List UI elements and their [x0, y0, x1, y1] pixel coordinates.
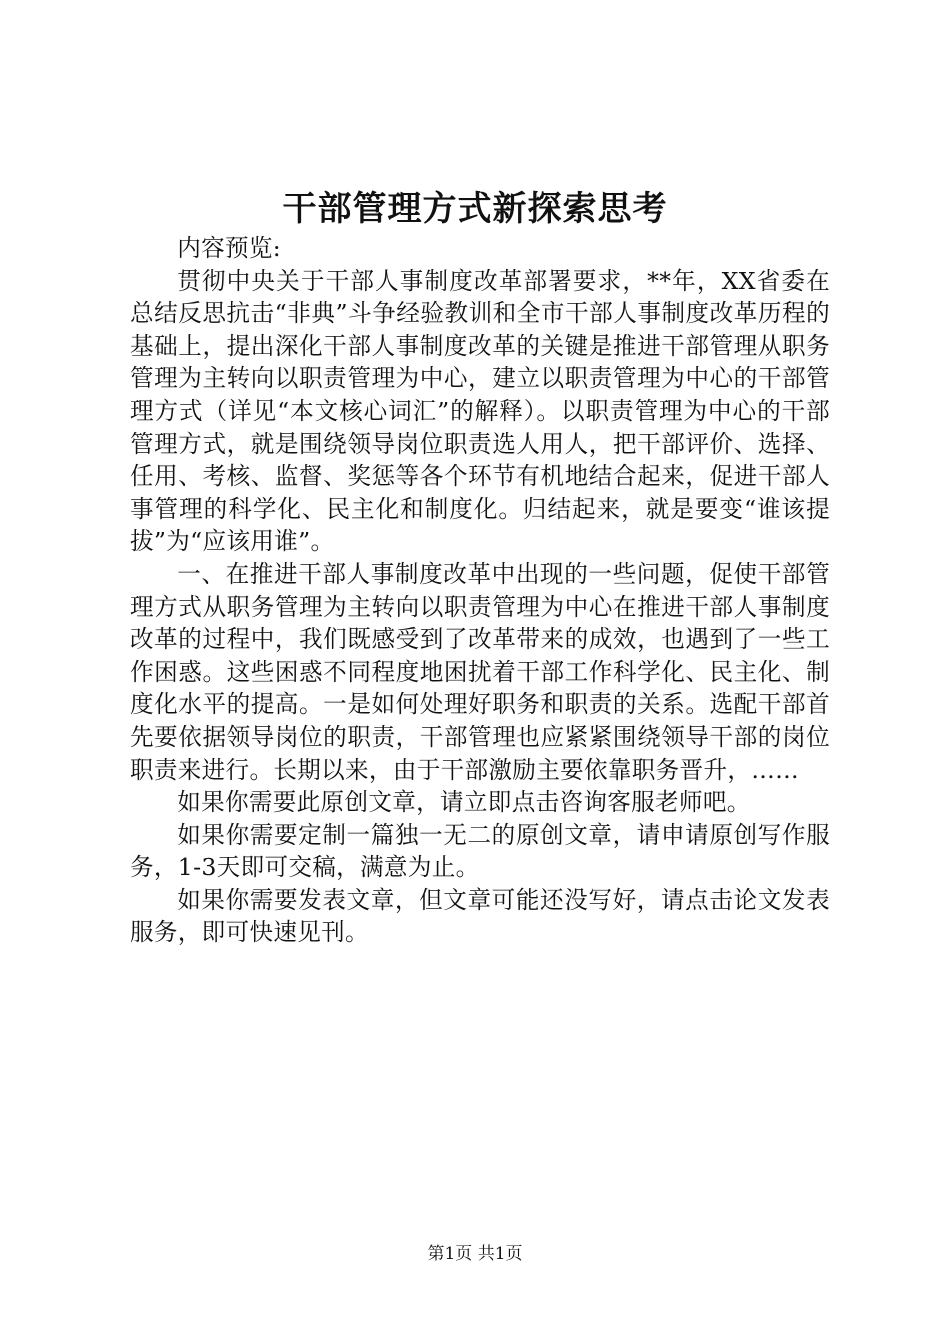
- preview-label: 内容预览:: [177, 234, 282, 262]
- page-number-footer: 第1页 共1页: [427, 1244, 523, 1264]
- paragraph-intro: 贯彻中央关于干部人事制度改革部署要求，**年，XX省委在总结反思抗击“非典”斗争经验教训和全市干部人事制度改革历程的基础上，提出深化干部人事制度改革的关键是推进干部管理从职务管理为主转向以职责管理为中心，建立以职责管理为中心的干部管理方式（详见“本文核心词汇”的解释）。以职责管理为中心的干部管理方式，就是围绕领导岗位职责选人用人，把干部评价、选择、任用、考核、监督、奖惩等各个环节有机地结合起来，促进干部人事管理的科学化、民主化和制度化。归结起来，就是要变“谁该提拔”为“应该用谁”。: [130, 266, 830, 556]
- paragraph-section-one: 一、在推进干部人事制度改革中出现的一些问题，促使干部管理方式从职务管理为主转向以职责管理为中心在推进干部人事制度改革的过程中，我们既感受到了改革带来的成效，也遇到了一些工作困惑。这些困惑不同程度地困扰着干部工作科学化、民主化、制度化水平的提高。一是如何处理好职务和职责的关系。选配干部首先要依据领导岗位的职责，干部管理也应紧紧围绕领导干部的岗位职责来进行。长期以来，由于干部激励主要依靠职务晋升，……: [130, 559, 830, 784]
- paragraph-consult-link[interactable]: 如果你需要此原创文章，请立即点击咨询客服老师吧。: [177, 788, 751, 817]
- document-body: [130, 232, 830, 949]
- document-title: 干部管理方式新探索思考: [282, 189, 668, 229]
- paragraph-custom-writing-link[interactable]: 如果你需要定制一篇独一无二的原创文章，请申请原创写作服务，1-3天即可交稿，满意为止。: [130, 820, 830, 882]
- paragraph-publication-link[interactable]: 如果你需要发表文章，但文章可能还没写好，请点击论文发表服务，即可快速见刊。: [130, 885, 830, 947]
